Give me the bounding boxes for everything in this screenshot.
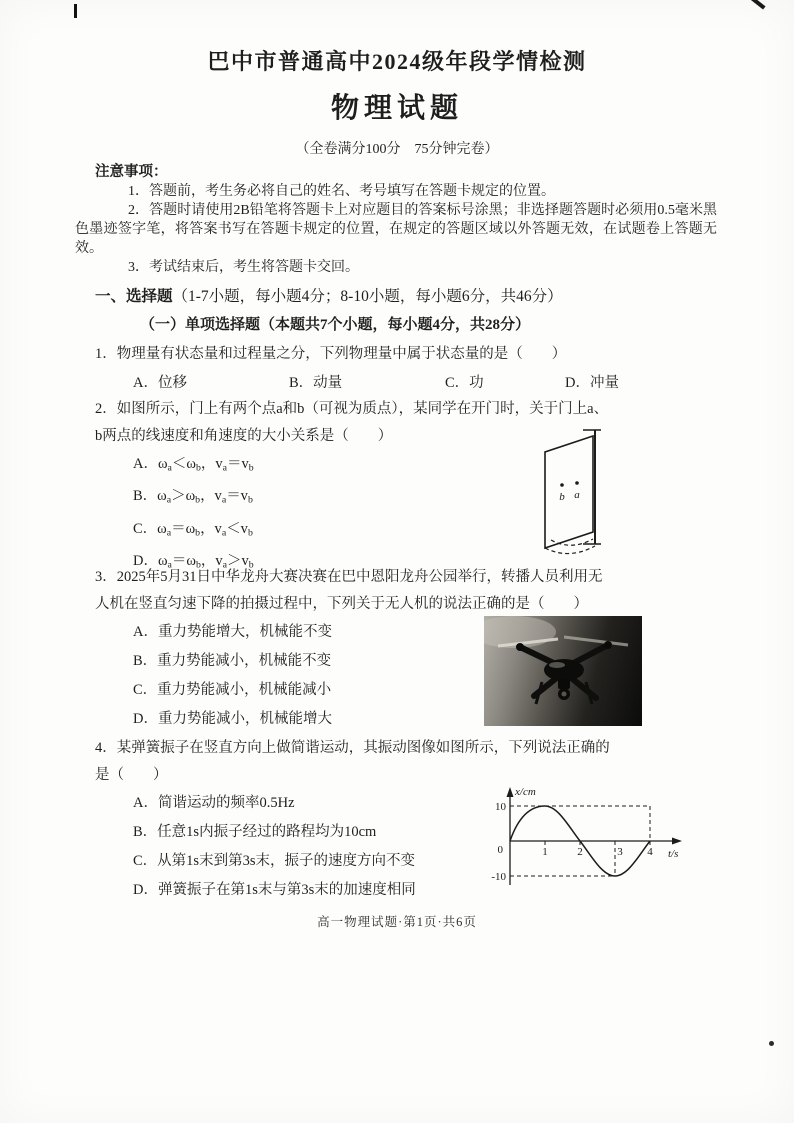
question-2-stem-line-1 [95, 396, 608, 423]
x-tick-label-4: 4 [647, 846, 653, 858]
rotor-blur-right [564, 637, 628, 645]
question-3-number: 3． [95, 569, 117, 585]
section-heading-choice [95, 284, 563, 306]
x-tick-label-2: 2 [577, 846, 583, 858]
scan-mark-top-left [74, 4, 77, 18]
question-1-stem-text: 物理量有状态量和过程量之分，下列物理量中属于状态量的是（ ） [116, 346, 567, 362]
question-3-option-d: D．重力势能减小，机械能增大 [133, 711, 332, 727]
question-2-option-d: D．$\omega_a=\omega_b$，$v_a>v_b$ [133, 553, 254, 571]
notice-item-2: 2．答题时请使用2B铅笔将答题卡上对应题目的答案标号涂黑；非选择题答题时必须用0.5毫米黑色墨迹签字笔，将答案书写在答题卡规定的位置，在规定的答题区域以外答题无效，在试题卷上答题无效。 [75, 203, 717, 256]
question-3-option-c: C．重力势能减小，机械能减小 [133, 682, 332, 698]
question-3-stem-line-2: 人机在竖直匀速下降的拍摄过程中，下列关于无人机的说法正确的是（ ） [95, 596, 588, 612]
question-2-number: 2． [95, 401, 117, 417]
x-tick-label-3: 3 [617, 846, 623, 858]
question-3-stem-text-1: 2025年5月31日中华龙舟大赛决赛在巴中恩阳龙舟公园举行，转播人员利用无 [116, 569, 603, 585]
question-2-option-c: C．$\omega_a=\omega_b$，$v_a<v_b$ [133, 520, 253, 539]
door-leaf [545, 436, 593, 548]
section-title: 一、选择题 [95, 288, 173, 305]
subsection-heading-single-choice [140, 313, 530, 334]
question-4-stem-line-1 [95, 735, 610, 762]
exam-title: 巴中市普通高中2024级年段学情检测 [207, 49, 587, 74]
x-axis-arrow [672, 838, 682, 845]
question-2-option-b: B．$\omega_a>\omega_b$，$v_a=v_b$ [133, 488, 253, 506]
notice-item-3: 3．考试结束后，考生将答题卡交回。 [128, 260, 359, 275]
drone-photo [484, 616, 642, 726]
subject-title: 物理试题 [330, 93, 463, 124]
page-footer: 高一物理试题·第1页·共6页 [317, 915, 477, 929]
y-bottom-label: -10 [491, 871, 506, 883]
point-a-dot [575, 481, 579, 485]
question-4-option-b: B．任意1s内振子经过的路程均为10cm [133, 824, 377, 840]
question-1-option-a: A．位移 [133, 375, 187, 391]
subsection-title: （一）单项选择题 [140, 317, 261, 333]
drone-gimbal [558, 679, 570, 689]
door-swing-arc-outer [545, 546, 595, 554]
question-4-stem-line-2: 是（ ） [95, 767, 168, 783]
x-tick-label-1: 1 [542, 846, 548, 858]
y-axis-label: x/cm [515, 786, 536, 798]
notice-heading: 注意事项： [95, 164, 168, 180]
origin-label: 0 [497, 844, 503, 856]
question-3-stem-line-1 [95, 564, 603, 591]
question-2-option-a: A．$\omega_a<\omega_b$，$v_a=v_b$ [133, 456, 254, 474]
question-4-option-c: C．从第1s末到第3s末，振子的速度方向不变 [133, 853, 415, 869]
section-note: （1-7小题，每小题4分；8-10小题，每小题6分，共46分） [172, 288, 563, 305]
question-4-option-a: A．简谐运动的频率0.5Hz [133, 795, 295, 811]
notice-section [75, 163, 717, 277]
question-4-stem-text-1: 某弹簧振子在竖直方向上做简谐运动，其振动图像如图所示，下列说法正确的 [116, 740, 610, 756]
point-b-label: b [559, 491, 565, 503]
question-3-option-b: B．重力势能减小，机械能不变 [133, 653, 332, 669]
subsection-note: （本题共7个小题，每小题4分，共28分） [260, 317, 531, 333]
question-2-stem-text-1: 如图所示，门上有两个点a和b（可视为质点），某同学在开门时，关于门上a、 [116, 401, 609, 417]
score-note: （全卷满分100分 75分钟完卷） [295, 142, 499, 157]
y-top-label: 10 [495, 801, 506, 813]
point-a-label: a [574, 489, 580, 501]
scan-mark-top-right [750, 0, 765, 10]
x-axis-label: t/s [668, 848, 679, 860]
question-2-stem-line-2: b两点的线速度和角速度的大小关系是（ ） [95, 428, 393, 444]
notice-item-1: 1．答题前，考生务必将自己的姓名、考号填写在答题卡规定的位置。 [128, 184, 555, 199]
question-1-option-d: D．冲量 [565, 375, 619, 391]
y-axis-arrow [507, 787, 514, 797]
door-figure [505, 422, 603, 560]
point-b-dot [560, 483, 564, 487]
question-1-stem [95, 341, 619, 368]
scan-mark-bottom-right [769, 1041, 774, 1046]
drone-camera-lens [562, 692, 567, 697]
question-1-number: 1． [95, 346, 117, 362]
oscillation-graph [468, 779, 690, 902]
drone-body-highlight [549, 662, 565, 668]
rotor-hub-left [516, 643, 524, 651]
question-1 [95, 341, 619, 398]
question-1-option-b: B．动量 [289, 375, 343, 391]
question-1-option-c: C．功 [445, 375, 484, 391]
drone-body [544, 659, 584, 681]
question-1-options [133, 368, 619, 398]
rotor-hub-right [604, 641, 612, 649]
question-3-option-a: A．重力势能增大，机械能不变 [133, 624, 332, 640]
question-4-number: 4． [95, 740, 117, 756]
question-4-option-d: D．弹簧振子在第1s末与第3s末的加速度相同 [133, 882, 416, 898]
drone-silhouette [484, 616, 642, 726]
